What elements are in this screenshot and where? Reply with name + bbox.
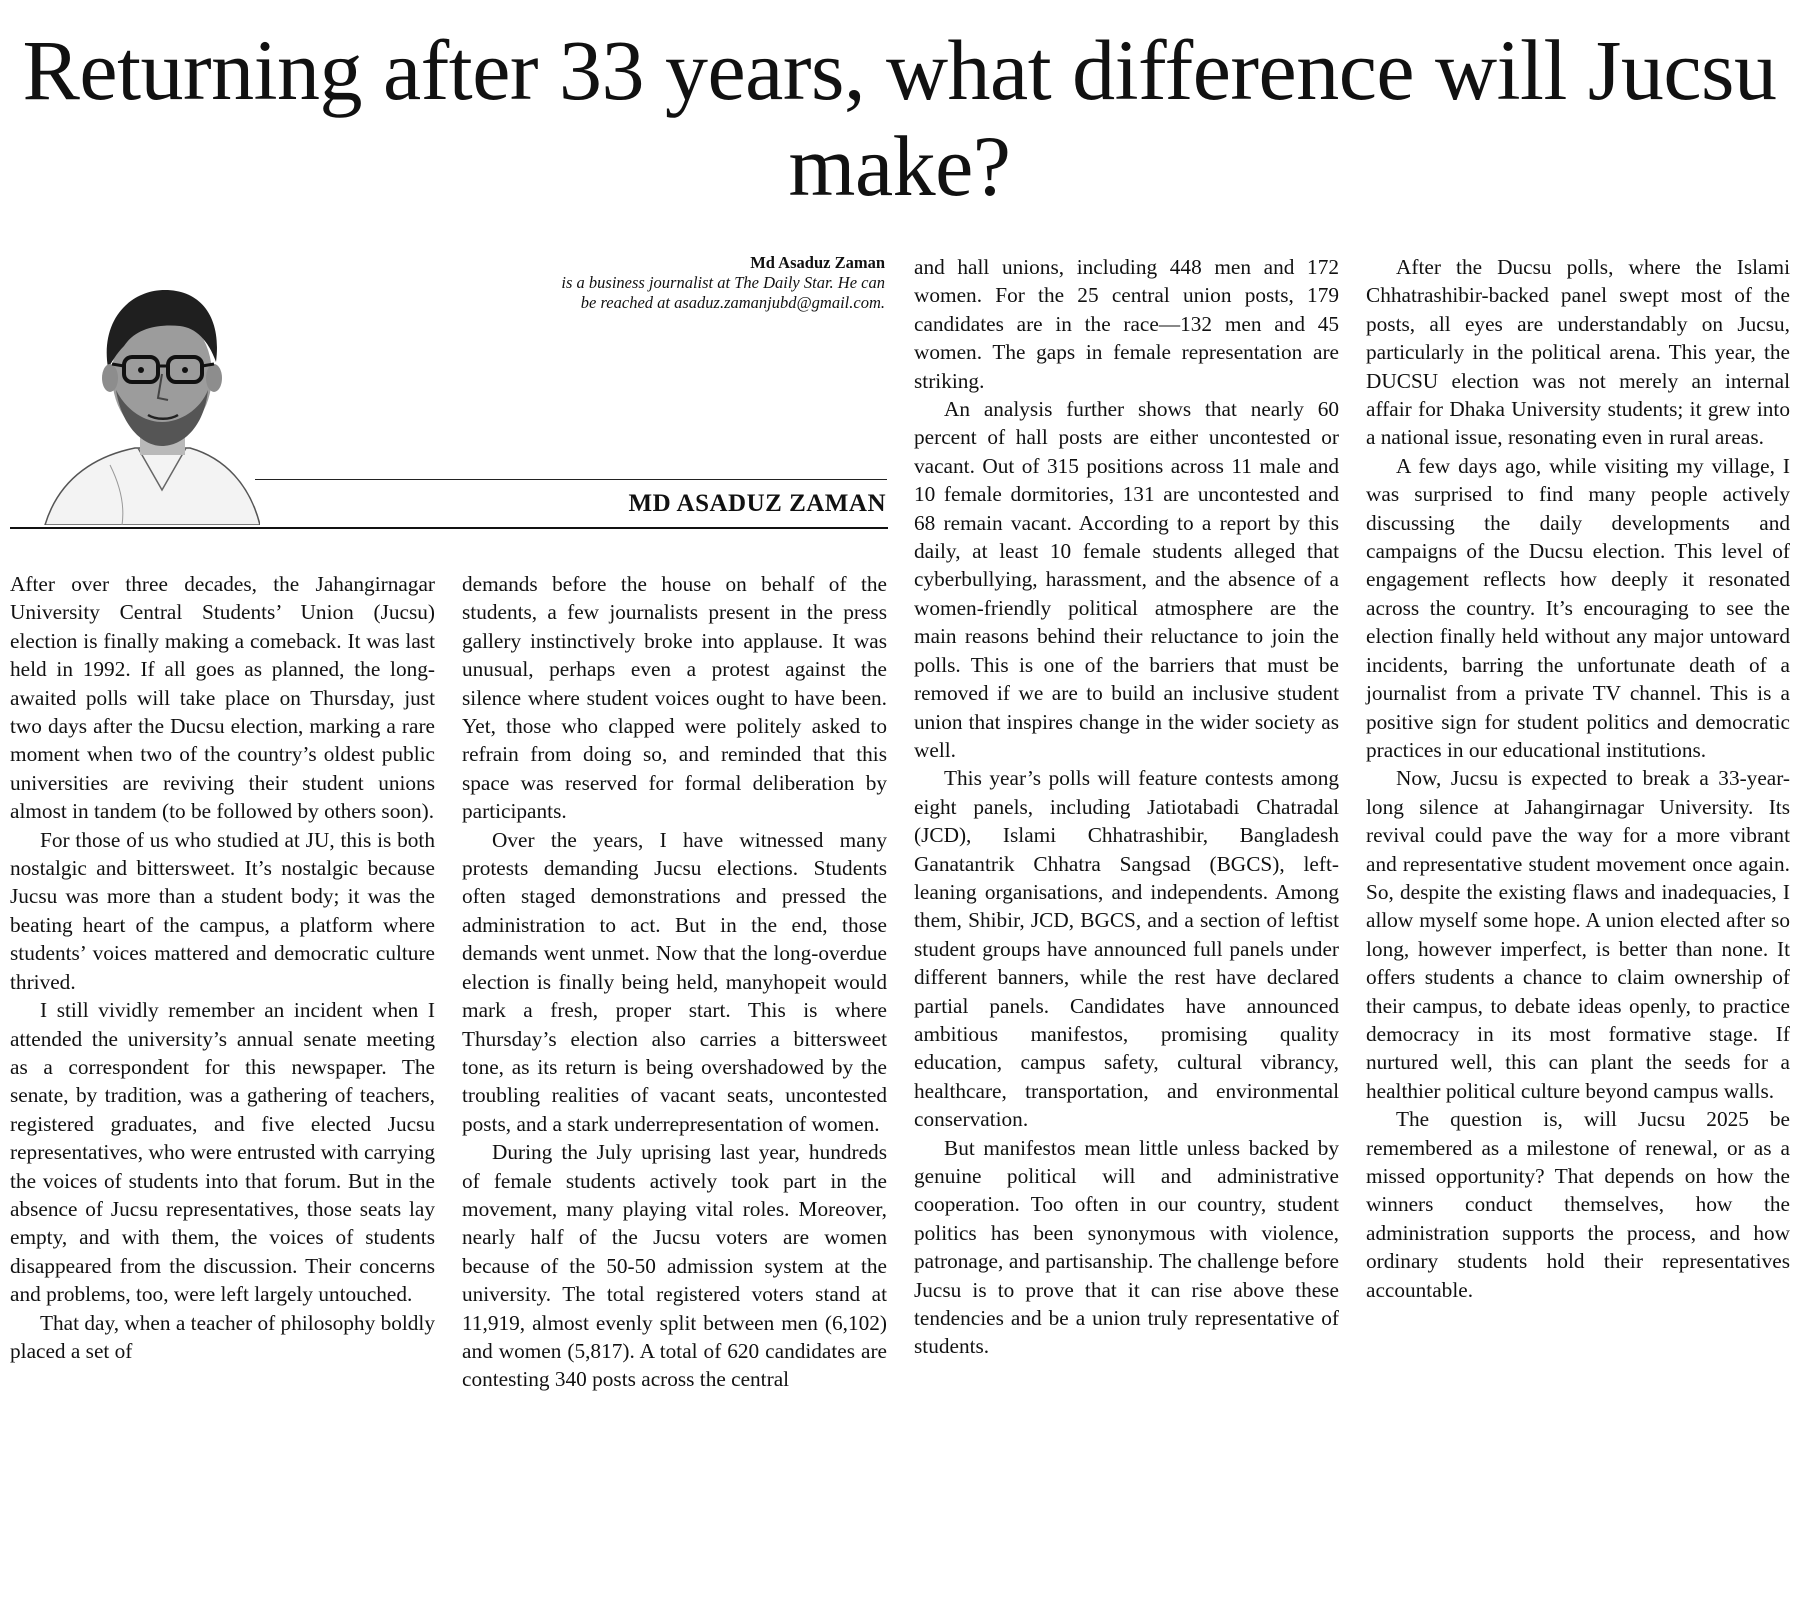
author-note-name: Md Asaduz Zaman (750, 253, 885, 272)
paragraph: Over the years, I have witnessed many protests demanding Jucsu elections. Students often staged demonstrations and pressed the administration to act. But in the end, those demands went unmet. Now that the long-overdue election is finally being held, manyhopeit would mark a fresh, proper start. This is where Thursday’s election also carries a bittersweet tone, as its return is being overshadowed by the troubling realities of vacant seats, uncontested posts, and a stark underrepresentation of women. (462, 827, 887, 1136)
paragraph: After over three decades, the Jahangirnagar University Central Students’ Union (Jucsu) election is finally making a comeback. It was last held in 1992. If all goes as planned, the long-awaited polls will take place on Thursday, just two days after the Ducsu election, marking a rare moment when two of the country’s oldest public universities are reviving their student unions almost in tandem (to be followed by others soon). (10, 572, 435, 824)
author-portrait (40, 250, 260, 525)
article-column-3 (914, 253, 1339, 1361)
byline-rule (255, 479, 887, 480)
paragraph: That day, when a teacher of philosophy boldly placed a set of (10, 1310, 435, 1363)
paragraph: A few days ago, while visiting my village, I was surprised to find many people actively discussing the daily developments and campaigns of the Ducsu election. This level of engagement reflects how deeply it resonated across the country. It’s encouraging to see the election finally held without any major untoward incidents, barring the unfortunate death of a journalist from a private TV channel. This is a positive sign for student politics and democratic practices in our educational institutions. (1366, 453, 1790, 762)
article-column-4 (1366, 253, 1790, 1304)
article-column-2 (462, 570, 887, 1394)
paragraph: For those of us who studied at JU, this is both nostalgic and bittersweet. It’s nostalgic because Jucsu was more than a student body; it was the beating heart of the campus, a platform where students’ voices mattered and democratic culture thrived. (10, 827, 435, 994)
article-column-1 (10, 570, 435, 1365)
byline: MD ASADUZ ZAMAN (628, 490, 886, 517)
author-note-bio: is a business journalist at The Daily Star. He can be reached at asaduz.zamanjubd@gmail.com. (561, 273, 885, 312)
paragraph: But manifestos mean little unless backed by genuine political will and administrative cooperation. Too often in our country, student politics has been synonymous with violence, patronage, and partisanship. The challenge before Jucsu is to prove that it can rise above these tendencies and be a union truly representative of students. (914, 1135, 1339, 1359)
paragraph: The question is, will Jucsu 2025 be remembered as a milestone of renewal, or as a missed opportunity? That depends on how the winners conduct themselves, how the administration supports the process, and how ordinary students hold their representatives accountable. (1366, 1107, 1790, 1302)
headline: Returning after 33 years, what difference will Jucsu make? (22, 22, 1777, 214)
paragraph: An analysis further shows that nearly 60 percent of hall posts are either uncontested or vacant. Out of 315 positions across 11 male and 10 female dormitories, 131 are uncontested and 68 remain vacant. According to a report by this daily, at least 10 female students alleged that cyberbullying, harassment, and the absence of a women-friendly political atmosphere are the main reasons behind their reluctance to join the polls. This is one of the barriers that must be removed if we are to build an inclusive student union that inspires change in the wider society as well. (914, 397, 1339, 762)
section-divider (10, 527, 888, 529)
paragraph: During the July uprising last year, hundreds of female students actively took part in the movement, many playing vital roles. Moreover, nearly half of the Jucsu voters are women because of the 50-50 admission system at the university. The total registered voters stand at 11,919, almost evenly split between men (6,102) and women (5,817). A total of 620 candidates are contesting 340 posts across the central (462, 1140, 887, 1392)
paragraph: demands before the house on behalf of the students, a few journalists present in the press gallery instinctively broke into applause. It was unusual, perhaps even a protest against the silence where student voices ought to have been. Yet, those who clapped were politely asked to refrain from doing so, and reminded that this space was reserved for formal deliberation by participants. (462, 572, 887, 824)
paragraph: After the Ducsu polls, where the Islami Chhatrashibir-backed panel swept most of the posts, all eyes are understandably on Jucsu, particularly in the political arena. This year, the DUCSU election was not merely an internal affair for Dhaka University students; it grew into a national issue, resonating even in rural areas. (1366, 255, 1790, 450)
paragraph: I still vividly remember an incident when I attended the university’s annual senate meeting as a correspondent for this newspaper. The senate, by tradition, was a gathering of teachers, registered graduates, and five elected Jucsu representatives, who were entrusted with carrying the voices of students into that forum. But in the absence of Jucsu representatives, those seats lay empty, and with them, the voices of students disappeared from the discussion. Their concerns and problems, too, were left largely untouched. (10, 998, 435, 1307)
paragraph: This year’s polls will feature contests among eight panels, including Jatiotabadi Chatradal (JCD), Islami Chhatrashibir, Bangladesh Ganatantrik Chhatra Sangsad (BGCS), left-leaning organisations, and independents. Among them, Shibir, JCD, BGCS, and a section of leftist student groups have announced full panels under different banners, while the rest have declared partial panels. Candidates have announced ambitious manifestos, promising quality education, campus safety, cultural vibrancy, healthcare, transportation, and environmental conservation. (914, 766, 1339, 1132)
paragraph: Now, Jucsu is expected to break a 33-year-long silence at Jahangirnagar University. Its revival could pave the way for a more vibrant and representative student movement once again. So, despite the existing flaws and inadequacies, I allow myself some hope. A union elected after so long, however imperfect, is better than none. It offers students a chance to claim ownership of their campus, to debate ideas openly, to practice democracy in its most formative stage. If nurtured well, this can plant the seeds for a healthier political culture beyond campus walls. (1366, 766, 1790, 1103)
author-note (560, 253, 885, 313)
paragraph: and hall unions, including 448 men and 172 women. For the 25 central union posts, 179 candidates are in the race—132 men and 45 women. The gaps in female representation are striking. (914, 255, 1339, 393)
